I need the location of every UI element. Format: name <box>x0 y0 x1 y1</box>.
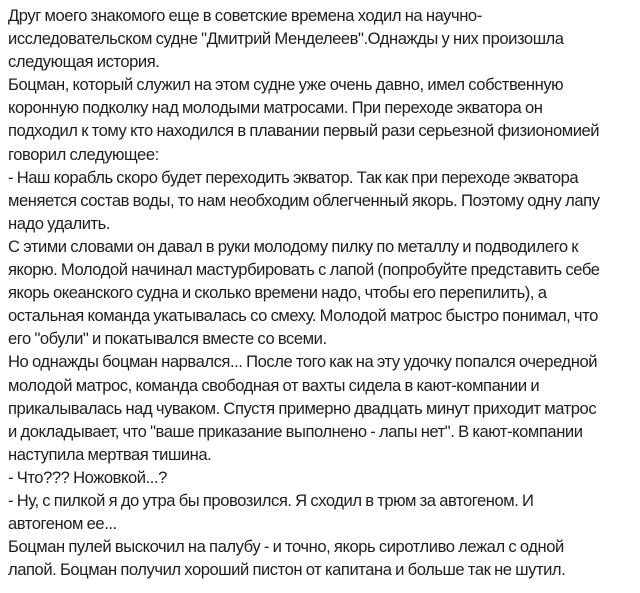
text-line: - Наш корабль скоро будет переходить экватор. Так как при переходе экватора <box>8 167 579 187</box>
text-line: Но однажды боцман нарвался... После того как на эту удочку попался очередной <box>8 352 598 372</box>
text-line: следующая история. <box>8 52 160 72</box>
text-line: автогеном ее... <box>8 514 117 534</box>
text-line: и докладывает, что "ваше приказание выполнено - лапы нет". В кают-компании <box>8 421 583 441</box>
text-line: якорю. Молодой начинал мастурбировать с лапой (попробуйте представить себе <box>8 260 600 280</box>
text-line: прикалывалась над чуваком. Спустя примерно двадцать минут приходит матрос <box>8 398 597 418</box>
text-line: говорил следующее: <box>8 144 159 164</box>
text-line: - Что??? Ножовкой...? <box>8 467 167 487</box>
text-line: С этими словами он давал в руки молодому пилку по металлу и подводилего к <box>8 236 579 256</box>
text-line: исследовательском судне "Дмитрий Менделеев".Однажды у них произошла <box>8 29 564 49</box>
text-line: остальная команда укатывалась со смеху. Молодой матрос быстро понимал, что <box>8 306 598 326</box>
text-line: его "обули" и покатывался вместе со всеми. <box>8 329 327 349</box>
text-line: меняется состав воды, то нам необходим облегченный якорь. Поэтому одну лапу <box>8 190 600 210</box>
text-line: Боцман пулей выскочил на палубу - и точно, якорь сиротливо лежал с одной <box>8 537 564 557</box>
text-line: наступила мертвая тишина. <box>8 444 212 464</box>
text-line: надо удалить. <box>8 213 111 233</box>
text-line: Друг моего знакомого еще в советские времена ходил на научно- <box>8 6 482 25</box>
text-line: - Ну, с пилкой я до утра бы провозился. Я сходил в трюм за автогеном. И <box>8 490 534 510</box>
text-line: Боцман, который служил на этом судне уже очень давно, имел собственную <box>8 75 564 95</box>
text-line: лапой. Боцман получил хороший пистон от капитана и больше так не шутил. <box>8 560 566 580</box>
text-line: якорь океанского судна и сколько времени надо, чтобы его перепилить), а <box>8 283 547 303</box>
text-line: молодой матрос, команда свободная от вахты сидела в кают-компании и <box>8 375 540 395</box>
text-line: коронную подколку над молодыми матросами. При переходе экватора он <box>8 98 543 118</box>
text-line: подходил к тому кто находился в плавании первый рази серьезной физиономией <box>8 121 600 141</box>
